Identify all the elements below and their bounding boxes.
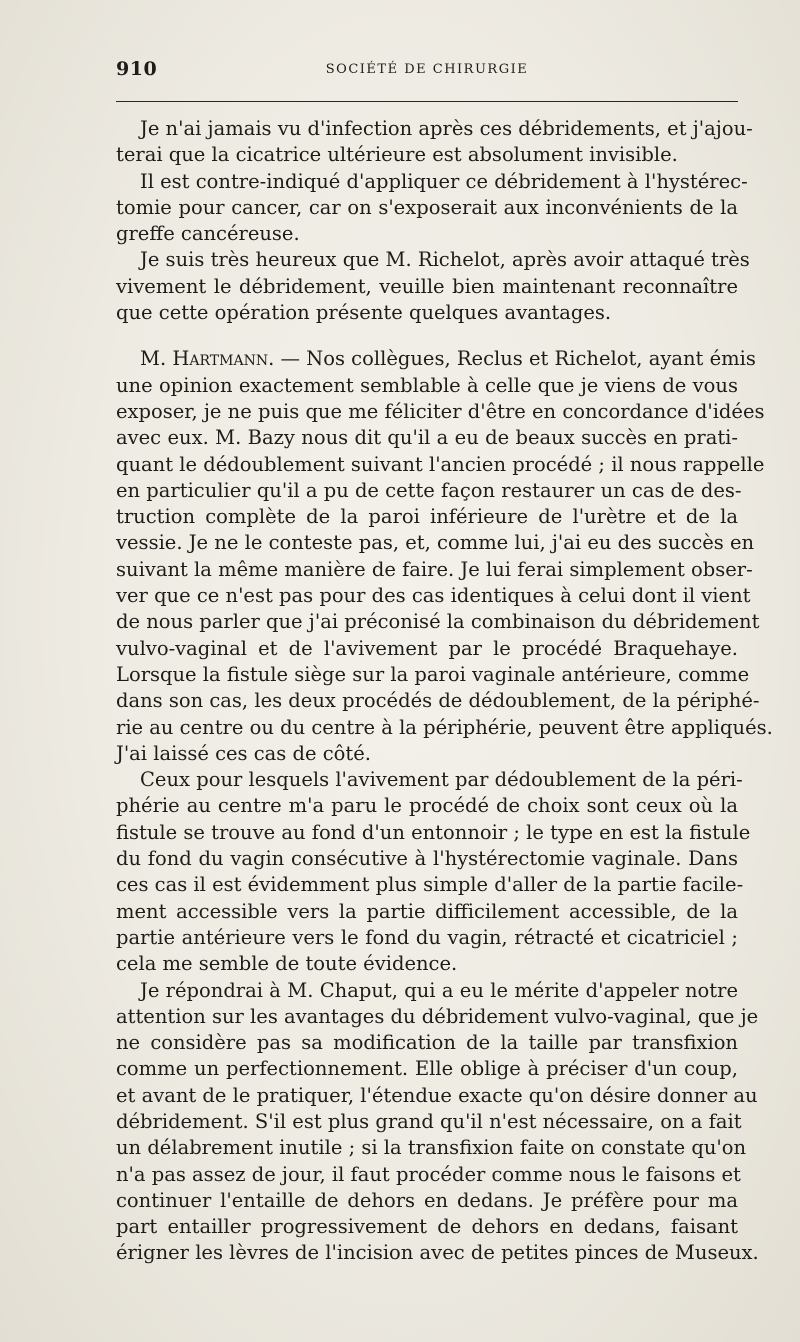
page-header (116, 58, 738, 88)
text-line: ne considère pas sa modification de la taille par transfixion (116, 1031, 738, 1055)
text-line: Ceux pour lesquels l'avivement par dédoublement de la péri- (140, 768, 743, 792)
text-line: avec eux. M. Bazy nous dit qu'il a eu de beaux succès en prati- (116, 426, 738, 450)
text-line: suivant la même manière de faire. Je lui ferai simplement obser- (116, 557, 753, 581)
paragraph (116, 978, 759, 1267)
page-number: 910 (116, 58, 158, 80)
text-line: exposer, je ne puis que me féliciter d'être en concordance d'idées (116, 399, 765, 423)
text-line: Je répondrai à M. Chaput, qui a eu le mérite d'appeler notre (140, 978, 738, 1002)
paragraph (116, 767, 751, 977)
text-line: attention sur les avantages du débridement vulvo-vaginal, que je (116, 1004, 759, 1028)
paragraph (116, 116, 753, 169)
text-line: fistule se trouve au fond d'un entonnoir ; le type en est la fistule (116, 820, 751, 844)
text-line: débridement. S'il est plus grand qu'il n'est nécessaire, on a fait (116, 1109, 742, 1133)
text-line: J'ai laissé ces cas de côté. (116, 741, 371, 765)
text-line: un délabrement inutile ; si la transfixion faite on constate qu'on (116, 1136, 747, 1160)
paragraph (116, 247, 750, 326)
text-line: du fond du vagin consécutive à l'hystérectomie vaginale. Dans (116, 847, 738, 871)
text-line: comme un perfectionnement. Elle oblige à préciser d'un coup, (116, 1057, 738, 1081)
text-line: truction complète de la paroi inférieure de l'urètre et de la (116, 505, 738, 529)
text-line: phérie au centre m'a paru le procédé de choix sont ceux où la (116, 794, 738, 818)
text-line: érigner les lèvres de l'incision avec de petites pinces de Museux. (116, 1241, 759, 1265)
text-line: que cette opération présente quelques avantages. (116, 301, 612, 325)
speaker-prefix: M. (140, 347, 173, 371)
text-line: greffe cancéreuse. (116, 222, 300, 246)
text-line: quant le dédoublement suivant l'ancien procédé ; il nous rappelle (116, 452, 765, 476)
text-line: continuer l'entaille de dehors en dedans. Je préfère pour ma (116, 1188, 738, 1212)
paragraph (116, 169, 748, 248)
text-line: terai que la cicatrice ultérieure est absolument invisible. (116, 143, 678, 167)
text-line: rie au centre ou du centre à la périphérie, peuvent être appliqués. (116, 715, 773, 739)
text-line: ver que ce n'est pas pour des cas identiques à celui dont il vient (116, 584, 751, 608)
text-line: dans son cas, les deux procédés de dédoublement, de la périphé- (116, 689, 760, 713)
text-line: ment accessible vers la partie difficilement accessible, de la (116, 899, 738, 923)
text-fragment: . — Nos collègues, Reclus et Richelot, ayant émis (268, 347, 756, 371)
text-line: vessie. Je ne le conteste pas, et, comme lui, j'ai eu des succès en (116, 531, 755, 555)
text-line: Lorsque la fistule siège sur la paroi vaginale antérieure, comme (116, 662, 750, 686)
text-line: et avant de le pratiquer, l'étendue exacte qu'on désire donner au (116, 1083, 758, 1107)
paragraph (116, 346, 773, 767)
text-line: n'a pas assez de jour, il faut procéder comme nous le faisons et (116, 1162, 741, 1186)
text-line: Je n'ai jamais vu d'infection après ces débridements, et j'ajou- (140, 117, 753, 140)
text-line: part entailler progressivement de dehors en dedans, faisant (116, 1215, 738, 1239)
text-line: tomie pour cancer, car on s'exposerait aux inconvénients de la (116, 195, 738, 219)
text-line: partie antérieure vers le fond du vagin, rétracté et cicatriciel ; (116, 925, 738, 949)
header-rule (116, 101, 738, 102)
paragraph-gap (116, 326, 738, 346)
text-line: vulvo-vaginal et de l'avivement par le procédé Braquehaye. (116, 636, 738, 660)
text-line: Il est contre-indiqué d'appliquer ce débridement à l'hystérec- (140, 169, 748, 193)
text-line: vivement le débridement, veuille bien maintenant reconnaître (116, 274, 738, 298)
text-line: ces cas il est évidemment plus simple d'aller de la partie facile- (116, 873, 744, 897)
text-line: de nous parler que j'ai préconisé la combinaison du débridement (116, 610, 760, 634)
text-line: cela me semble de toute évidence. (116, 952, 458, 976)
text-line (116, 346, 756, 372)
text-line: une opinion exactement semblable à celle que je viens de vous (116, 373, 738, 397)
text-line: en particulier qu'il a pu de cette façon restaurer un cas de des- (116, 478, 742, 502)
running-title: SOCIÉTÉ DE CHIRURGIE (325, 62, 529, 77)
text-line: Je suis très heureux que M. Richelot, après avoir attaqué très (140, 248, 750, 272)
body-text (116, 116, 773, 1267)
speaker-name: Hartmann (172, 347, 269, 371)
